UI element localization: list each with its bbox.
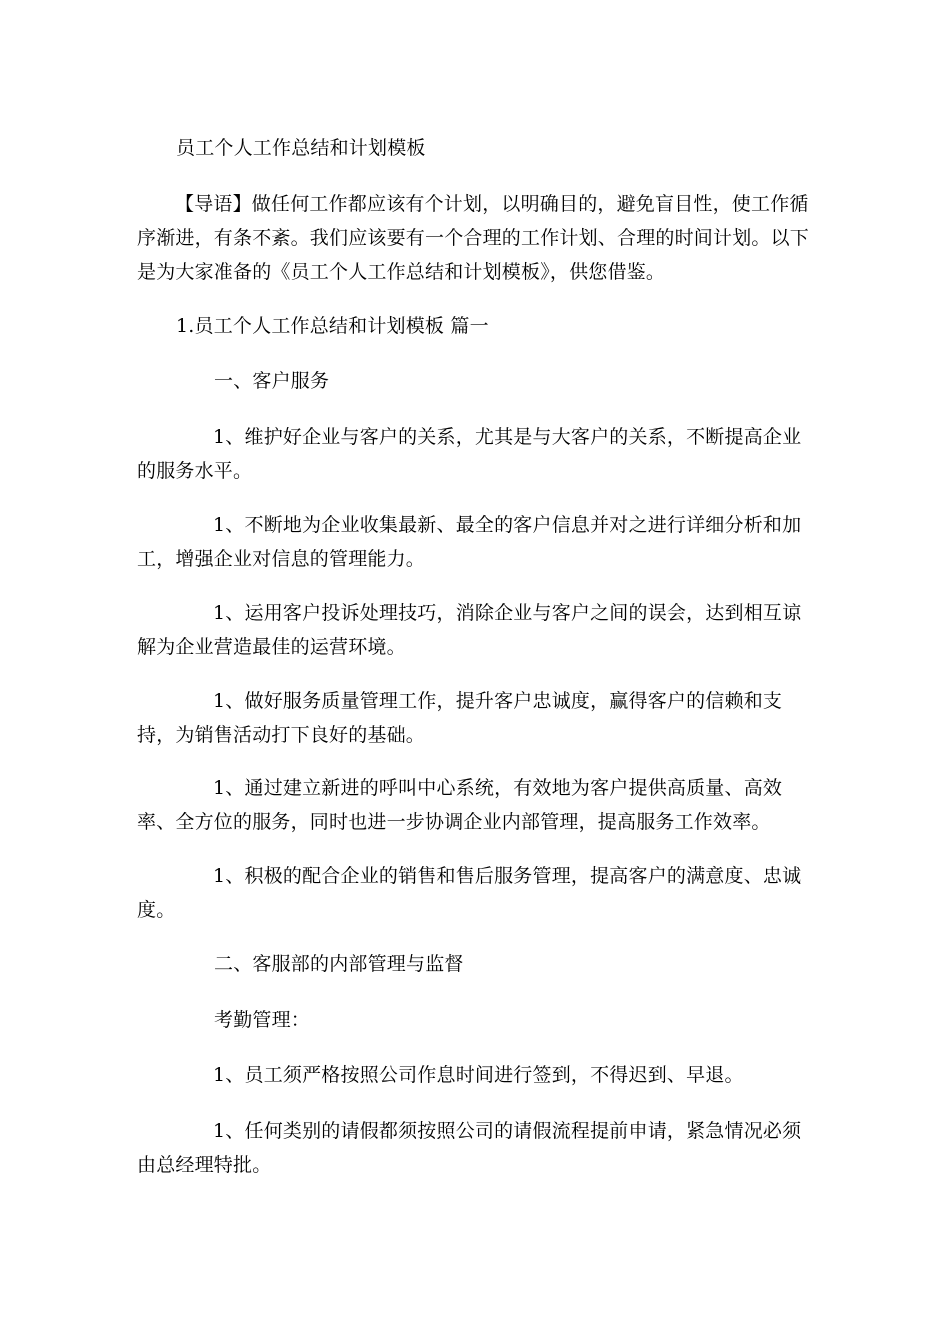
document-title: 员工个人工作总结和计划模板 xyxy=(176,137,426,159)
part-heading-internal-management: 二、客服部的内部管理与监督 xyxy=(214,953,464,975)
list-item: 1、员工须严格按照公司作息时间进行签到，不得迟到、早退。 xyxy=(213,1064,744,1086)
list-item: 1、运用客户投诉处理技巧，消除企业与客户之间的误会，达到相互谅解为企业营造最佳的运营环境。 xyxy=(137,602,802,658)
list-item: 1、不断地为企业收集最新、最全的客户信息并对之进行详细分析和加工，增强企业对信息的管理能力。 xyxy=(137,514,802,570)
intro-paragraph: 【导语】做任何工作都应该有个计划，以明确目的，避免盲目性，使工作循序渐进，有条不紊。我们应该要有一个合理的工作计划、合理的时间计划。以下是为大家准备的《员工个人工作总结和计划模板》，供您借鉴。 xyxy=(137,193,810,283)
list-item: 1、积极的配合企业的销售和售后服务管理，提高客户的满意度、忠诚度。 xyxy=(137,865,802,921)
list-item: 1、通过建立新进的呼叫中心系统，有效地为客户提供高质量、高效率、全方位的服务，同时也进一步协调企业内部管理，提高服务工作效率。 xyxy=(137,777,783,833)
part-heading-customer-service: 一、客户服务 xyxy=(214,370,330,392)
list-item: 1、任何类别的请假都须按照公司的请假流程提前申请，紧急情况必须由总经理特批。 xyxy=(137,1120,802,1176)
attendance-heading: 考勤管理： xyxy=(214,1009,311,1031)
list-item: 1、维护好企业与客户的关系，尤其是与大客户的关系，不断提高企业的服务水平。 xyxy=(137,426,802,482)
list-item: 1、做好服务质量管理工作，提升客户忠诚度，赢得客户的信赖和支持，为销售活动打下良好的基础。 xyxy=(137,690,783,746)
section-heading: 1.员工个人工作总结和计划模板 篇一 xyxy=(176,315,489,337)
